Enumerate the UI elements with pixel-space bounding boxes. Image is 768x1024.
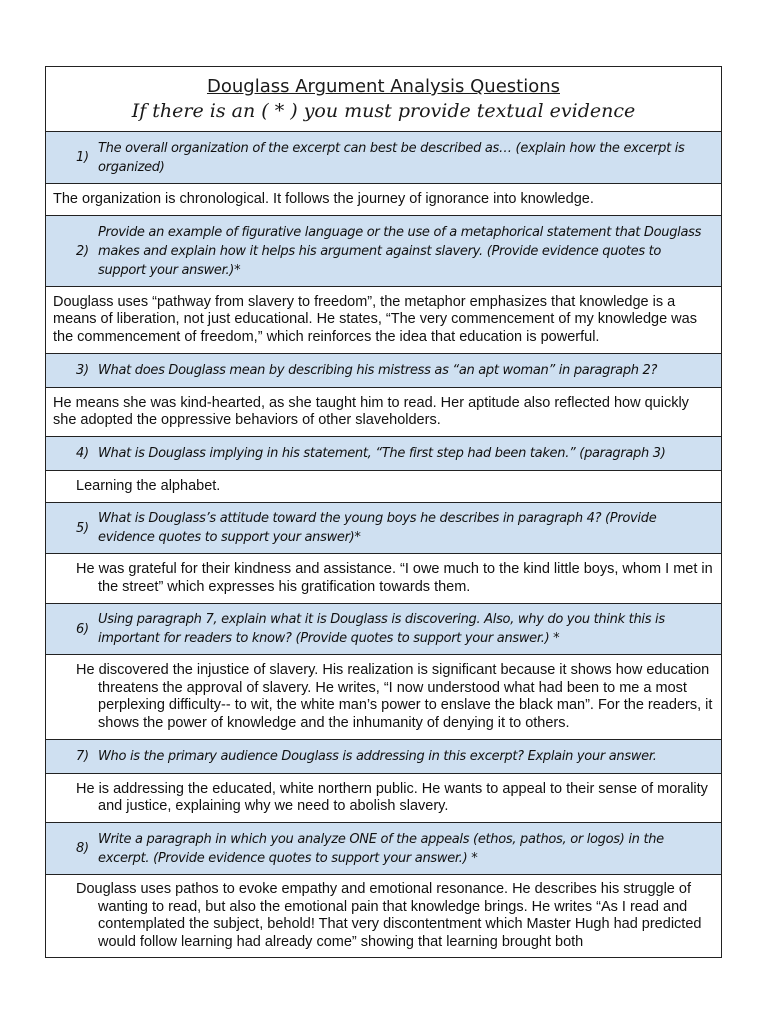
- answer-row-8: Douglass uses pathos to evoke empathy and emotional resonance. He describes his struggle of wanting to read, but also the emotional pain that knowledge brings. He writes “As I read and contemplated the subject, behold! That very discontentment which Master Hugh had predicted would follow learning had already come” showing that learning brought both: [76, 881, 702, 950]
- question-text: Using paragraph 7, explain what it is Douglass is discovering. Also, why do you think this is important for readers to know? (Provide quotes to support your answer.) *: [98, 612, 665, 646]
- question-number: 1): [76, 150, 89, 165]
- header-cell: [46, 67, 721, 132]
- answer-row-7: He is addressing the educated, white northern public. He wants to appeal to their sense of morality and justice, explaining why we need to abolish slavery.: [46, 774, 721, 823]
- question-text: Who is the primary audience Douglass is addressing in this excerpt? Explain your answer.: [98, 749, 657, 764]
- question-number: 4): [76, 446, 89, 461]
- question-row-4: [46, 437, 721, 471]
- answer-row-2: Douglass uses “pathway from slavery to freedom”, the metaphor emphasizes that knowledge is a means of liberation, not just educational. He states, “The very commencement of my knowledge was the commencement of freedom,” which reinforces the idea that education is powerful.: [46, 287, 721, 354]
- answer-row-3: He means she was kind-hearted, as she taught him to read. Her aptitude also reflected how quickly she adopted the oppressive behaviors of other slaveholders.: [46, 388, 721, 437]
- question-number: 7): [76, 749, 89, 764]
- worksheet-table: [45, 66, 722, 958]
- question-number: 3): [76, 363, 89, 378]
- answer-row-5: He was grateful for their kindness and assistance. “I owe much to the kind little boys, whom I met in the street” which expresses his gratification towards them.: [46, 554, 721, 604]
- question-text: What is Douglass’s attitude toward the young boys he describes in paragraph 4? (Provide evidence quotes to support your answer)*: [98, 511, 657, 545]
- answer-row-4: Learning the alphabet.: [46, 471, 721, 503]
- answer-row-1: The organization is chronological. It follows the journey of ignorance into knowledge.: [46, 184, 721, 216]
- question-text: The overall organization of the excerpt can best be described as… (explain how the excerpt is organized): [98, 140, 685, 175]
- question-row-8: [46, 823, 721, 875]
- worksheet-subtitle: If there is an ( * ) you must provide textual evidence: [131, 100, 636, 122]
- question-text: What does Douglass mean by describing his mistress as “an apt woman” in paragraph 2?: [98, 363, 658, 378]
- answer-row-6: He discovered the injustice of slavery. His realization is significant because it shows how education threatens the approval of slavery. He writes, “I now understood what had been to me a most perplexing difficulty-- to wit, the white man’s power to enslave the black man”. For the readers, it shows the power of knowledge and the inhumanity of denying it to others.: [46, 655, 721, 740]
- question-row-6: [46, 604, 721, 655]
- question-row-3: [46, 354, 721, 388]
- question-row-7: [46, 740, 721, 774]
- question-number: 2): [76, 243, 89, 259]
- question-row-1: [46, 132, 721, 184]
- question-number: 6): [76, 621, 89, 637]
- question-text: What is Douglass implying in his statement, “The first step had been taken.” (paragraph 3): [98, 446, 666, 461]
- question-row-5: [46, 503, 721, 554]
- question-text: Provide an example of figurative language or the use of a metaphorical statement that Douglass makes and explain how it helps his argument against slavery. (Provide evidence quotes to support your answer.)*: [98, 224, 702, 278]
- worksheet-title: Douglass Argument Analysis Questions: [206, 76, 560, 97]
- question-text: Write a paragraph in which you analyze ONE of the appeals (ethos, pathos, or logos) in the excerpt. (Provide evidence quotes to support your answer.) *: [98, 831, 664, 866]
- question-row-2: [46, 216, 721, 287]
- question-number: 5): [76, 520, 89, 536]
- question-number: 8): [76, 841, 89, 856]
